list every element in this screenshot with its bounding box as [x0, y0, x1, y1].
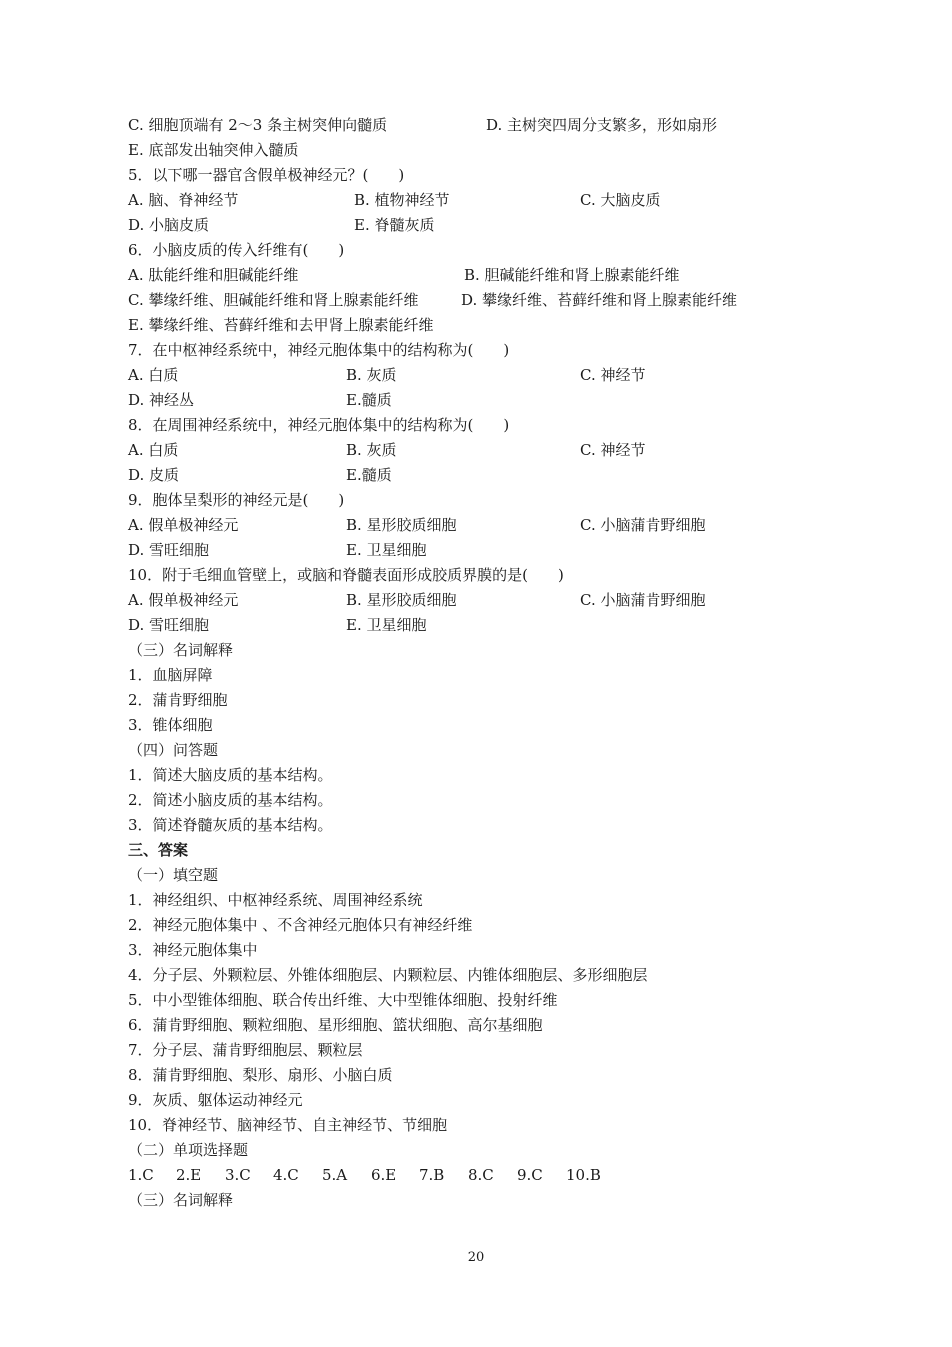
section-heading: （二）单项选择题 — [128, 1141, 249, 1159]
list-item: 5．中小型锥体细胞、联合传出纤维、大中型锥体细胞、投射纤维 — [128, 991, 558, 1009]
list-item: 8．蒲肯野细胞、梨形、扇形、小脑白质 — [128, 1066, 393, 1084]
list-item: 6．蒲肯野细胞、颗粒细胞、星形细胞、篮状细胞、高尔基细胞 — [128, 1016, 543, 1034]
answers-heading: 三、答案 — [128, 841, 189, 859]
answer-key: 1.C — [128, 1166, 154, 1184]
question-6: 6．小脑皮质的传入纤维有( ) — [128, 241, 345, 259]
list-item: 10．脊神经节、脑神经节、自主神经节、节细胞 — [128, 1116, 448, 1134]
option-d: D. 雪旺细胞 — [128, 616, 210, 634]
list-item: 1．血脑屏障 — [128, 666, 213, 684]
option-c: C. 大脑皮质 — [580, 191, 661, 209]
question-8: 8．在周围神经系统中，神经元胞体集中的结构称为( ) — [128, 416, 510, 434]
option-c: C. 细胞顶端有 2～3 条主树突伸向髓质 — [128, 116, 388, 134]
answer-key: 2.E — [176, 1166, 202, 1184]
option-a: A. 白质 — [128, 441, 179, 459]
page-number: 20 — [467, 1250, 485, 1265]
option-b: B. 灰质 — [346, 441, 397, 459]
option-c: C. 小脑蒲肯野细胞 — [580, 516, 706, 534]
answer-key: 10.B — [566, 1166, 601, 1184]
section-heading: （一）填空题 — [128, 866, 219, 884]
answer-key: 4.C — [273, 1166, 299, 1184]
answer-key: 9.C — [517, 1166, 543, 1184]
option-e: E. 卫星细胞 — [346, 616, 427, 634]
option-d: D. 攀缘纤维、苔藓纤维和肾上腺素能纤维 — [461, 291, 738, 309]
option-d: D. 小脑皮质 — [128, 216, 210, 234]
option-b: B. 星形胶质细胞 — [346, 516, 457, 534]
option-b: B. 植物神经节 — [354, 191, 450, 209]
option-d: D. 雪旺细胞 — [128, 541, 210, 559]
option-a: A. 假单极神经元 — [128, 591, 239, 609]
option-c: C. 小脑蒲肯野细胞 — [580, 591, 706, 609]
list-item: 3．锥体细胞 — [128, 716, 213, 734]
answer-key: 6.E — [371, 1166, 397, 1184]
list-item: 2．蒲肯野细胞 — [128, 691, 228, 709]
list-item: 9．灰质、躯体运动神经元 — [128, 1091, 303, 1109]
option-e: E.髓质 — [346, 391, 392, 409]
section-heading: （三）名词解释 — [128, 1191, 234, 1209]
option-e: E. 攀缘纤维、苔藓纤维和去甲肾上腺素能纤维 — [128, 316, 434, 334]
option-a: A. 假单极神经元 — [128, 516, 239, 534]
option-a: A. 脑、脊神经节 — [128, 191, 239, 209]
question-7: 7．在中枢神经系统中，神经元胞体集中的结构称为( ) — [128, 341, 510, 359]
option-c: C. 神经节 — [580, 441, 646, 459]
list-item: 7．分子层、蒲肯野细胞层、颗粒层 — [128, 1041, 363, 1059]
list-item: 3．简述脊髓灰质的基本结构。 — [128, 816, 333, 834]
option-c: C. 攀缘纤维、胆碱能纤维和肾上腺素能纤维 — [128, 291, 419, 309]
option-a: A. 肽能纤维和胆碱能纤维 — [128, 266, 299, 284]
list-item: 1．简述大脑皮质的基本结构。 — [128, 766, 333, 784]
answer-key: 3.C — [225, 1166, 251, 1184]
question-10: 10．附于毛细血管壁上，或脑和脊髓表面形成胶质界膜的是( ) — [128, 566, 564, 584]
option-c: C. 神经节 — [580, 366, 646, 384]
list-item: 3．神经元胞体集中 — [128, 941, 258, 959]
answer-key: 8.C — [468, 1166, 494, 1184]
list-item: 1．神经组织、中枢神经系统、周围神经系统 — [128, 891, 423, 909]
section-heading: （三）名词解释 — [128, 641, 234, 659]
answer-key: 5.A — [322, 1166, 348, 1184]
list-item: 2．简述小脑皮质的基本结构。 — [128, 791, 333, 809]
option-b: B. 灰质 — [346, 366, 397, 384]
answer-key-row — [128, 1164, 628, 1186]
option-e: E. 卫星细胞 — [346, 541, 427, 559]
option-a: A. 白质 — [128, 366, 179, 384]
option-d: D. 主树突四周分支繁多，形如扇形 — [486, 116, 718, 134]
option-d: D. 皮质 — [128, 466, 180, 484]
option-d: D. 神经丛 — [128, 391, 195, 409]
question-5: 5．以下哪一器官含假单极神经元？( ) — [128, 166, 405, 184]
option-b: B. 星形胶质细胞 — [346, 591, 457, 609]
question-9: 9．胞体呈梨形的神经元是( ) — [128, 491, 345, 509]
option-e: E. 底部发出轴突伸入髓质 — [128, 141, 299, 159]
list-item: 4．分子层、外颗粒层、外锥体细胞层、内颗粒层、内锥体细胞层、多形细胞层 — [128, 966, 648, 984]
answer-key: 7.B — [419, 1166, 445, 1184]
list-item: 2．神经元胞体集中 、不含神经元胞体只有神经纤维 — [128, 916, 473, 934]
option-b: B. 胆碱能纤维和肾上腺素能纤维 — [464, 266, 680, 284]
section-heading: （四）问答题 — [128, 741, 219, 759]
option-e: E. 脊髓灰质 — [354, 216, 435, 234]
option-e: E.髓质 — [346, 466, 392, 484]
